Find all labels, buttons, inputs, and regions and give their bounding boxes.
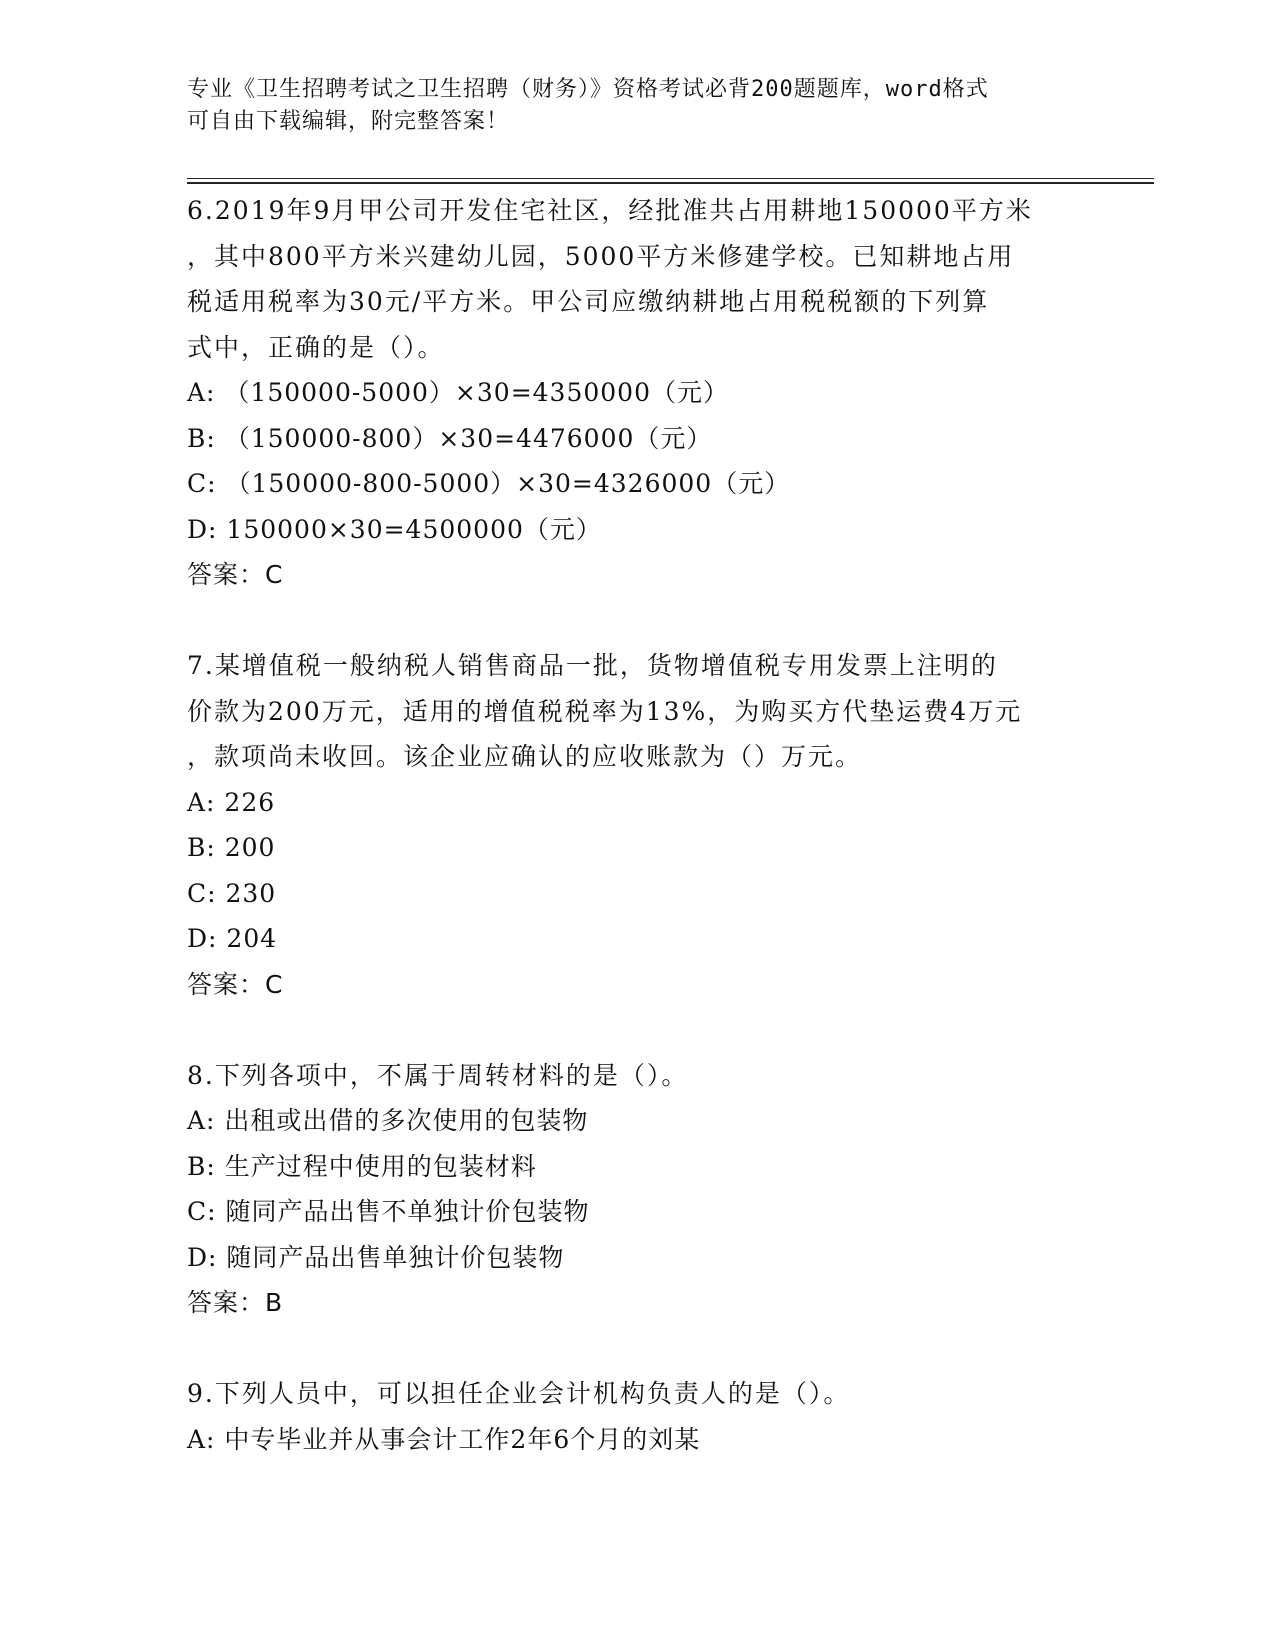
answer-line: 答案：C [187,969,284,999]
option-b: B: （150000-800）×30=4476000（元） [187,423,713,453]
option-d: D: 随同产品出售单独计价包装物 [187,1242,565,1272]
option-c: C: 随同产品出售不单独计价包装物 [187,1197,590,1226]
option-b: B: 200 [187,833,276,862]
question-spacer [187,1007,1087,1053]
question-stem-line: 9.下列人员中，可以担任企业会计机构负责人的是（）。 [187,1379,851,1408]
question-stem-line: 8.下列各项中，不属于周转材料的是（）。 [187,1060,689,1090]
question-9 [187,1371,1087,1462]
option-a: A: 中专毕业并从事会计工作2年6个月的刘某 [187,1424,701,1454]
question-6 [187,188,1087,598]
question-stem-line: 式中，正确的是（）。 [187,332,445,362]
option-c: C: 230 [187,878,277,908]
question-stem-line: ，款项尚未收回。该企业应确认的应收账款为（）万元。 [187,742,863,771]
option-a: A: （150000-5000）×30=4350000（元） [187,378,729,407]
question-spacer [187,598,1087,644]
header-line-1: 专业《卫生招聘考试之卫生招聘（财务）》资格考试必背200题题库，word格式 [187,77,989,102]
header-divider [187,178,1154,184]
question-8 [187,1053,1087,1326]
option-b: B: 生产过程中使用的包装材料 [187,1151,537,1181]
answer-line: 答案：C [187,560,284,589]
document-header [187,74,1087,138]
answer-line: 答案：B [187,1288,284,1317]
option-a: A: 出租或出借的多次使用的包装物 [187,1106,589,1135]
question-stem-line: ，其中800平方米兴建幼儿园，5000平方米修建学校。已知耕地占用 [187,241,1015,271]
option-d: D: 150000×30=4500000（元） [187,514,602,544]
question-stem-line: 7.某增值税一般纳税人销售商品一批，货物增值税专用发票上注明的 [187,651,998,680]
question-list [187,188,1087,1462]
option-d: D: 204 [187,924,278,953]
question-stem-line: 6.2019年9月甲公司开发住宅社区，经批准共占用耕地150000平方米 [187,196,1033,225]
option-a: A: 226 [187,787,276,817]
question-stem-line: 价款为200万元，适用的增值税税率为13%，为购买方代垫运费4万元 [187,696,1023,726]
question-stem-line: 税适用税率为30元/平方米。甲公司应缴纳耕地占用税税额的下列算 [187,287,990,316]
question-spacer [187,1326,1087,1372]
header-line-2: 可自由下载编辑，附完整答案！ [187,109,510,134]
option-c: C: （150000-800-5000）×30=4326000（元） [187,469,791,498]
question-7 [187,643,1087,1007]
